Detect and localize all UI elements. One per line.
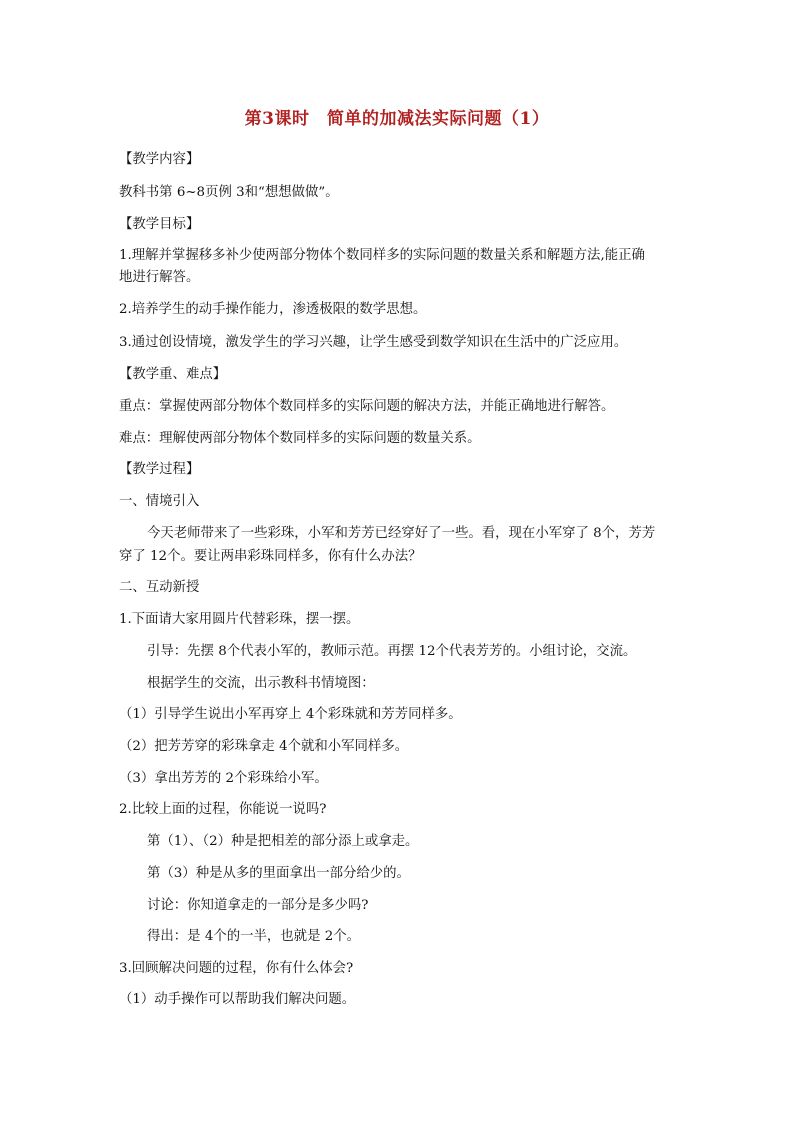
activity-2-point-1: 第（1）、（2）种是把相差的部分添上或拿走。 <box>147 834 419 849</box>
activity-1: 1.下面请大家用圆片代替彩珠，摆一摆。 <box>119 612 360 627</box>
activity-1-exchange: 根据学生的交流，出示教科书情境图： <box>147 676 375 691</box>
method-2: （2）把芳芳穿的彩珠拿走 4个就和小军同样多。 <box>119 739 409 754</box>
step-1-heading: 一、情境引入 <box>119 494 200 509</box>
content-text: 教科书第 6~8页例 3和“想想做做”。 <box>119 185 339 200</box>
difficult-point: 难点：理解使两部分物体个数同样多的实际问题的数量关系。 <box>119 431 481 446</box>
activity-1-guide: 引导：先摆 8个代表小军的，教师示范。再摆 12个代表芳芳的。小组讨论，交流。 <box>147 644 637 659</box>
objective-3: 3.通过创设情境，激发学生的学习兴趣，让学生感受到数学知识在生活中的广泛应用。 <box>119 335 628 350</box>
objective-2: 2.培养学生的动手操作能力，渗透极限的数学思想。 <box>119 302 427 317</box>
method-1: （1）引导学生说出小军再穿上 4个彩珠就和芳芳同样多。 <box>119 707 462 722</box>
activity-3-point-1: （1）动手操作可以帮助我们解决问题。 <box>119 992 356 1007</box>
section-heading-content: 【教学内容】 <box>119 152 200 167</box>
objective-1-continued: 地进行解答。 <box>119 270 200 285</box>
activity-2-conclusion: 得出：是 4个的一半，也就是 2个。 <box>147 929 361 944</box>
section-heading-process: 【教学过程】 <box>119 462 200 477</box>
activity-2-point-2: 第（3）种是从多的里面拿出一部分给少的。 <box>147 866 410 881</box>
section-heading-key-points: 【教学重、难点】 <box>119 367 227 382</box>
activity-3: 3.回顾解决问题的过程，你有什么体会? <box>119 961 354 976</box>
section-heading-objectives: 【教学目标】 <box>119 217 200 232</box>
activity-2: 2.比较上面的过程，你能说一说吗? <box>119 802 327 817</box>
intro-paragraph: 今天老师带来了一些彩珠，小军和芳芳已经穿好了一些。看，现在小军穿了 8个，芳芳 <box>147 526 656 541</box>
lesson-title: 第3课时 简单的加减法实际问题（1） <box>244 109 550 129</box>
activity-2-discussion: 讨论：你知道拿走的一部分是多少吗? <box>147 898 369 913</box>
method-3: （3）拿出芳芳的 2个彩珠给小军。 <box>119 771 328 786</box>
step-2-heading: 二、互动新授 <box>119 580 200 595</box>
key-point: 重点：掌握使两部分物体个数同样多的实际问题的解决方法，并能正确地进行解答。 <box>119 399 615 414</box>
intro-paragraph-continued: 穿了 12个。要让两串彩珠同样多，你有什么办法？ <box>119 549 422 564</box>
objective-1: 1.理解并掌握移多补少使两部分物体个数同样多的实际问题的数量关系和解题方法,能正确 <box>119 248 645 263</box>
